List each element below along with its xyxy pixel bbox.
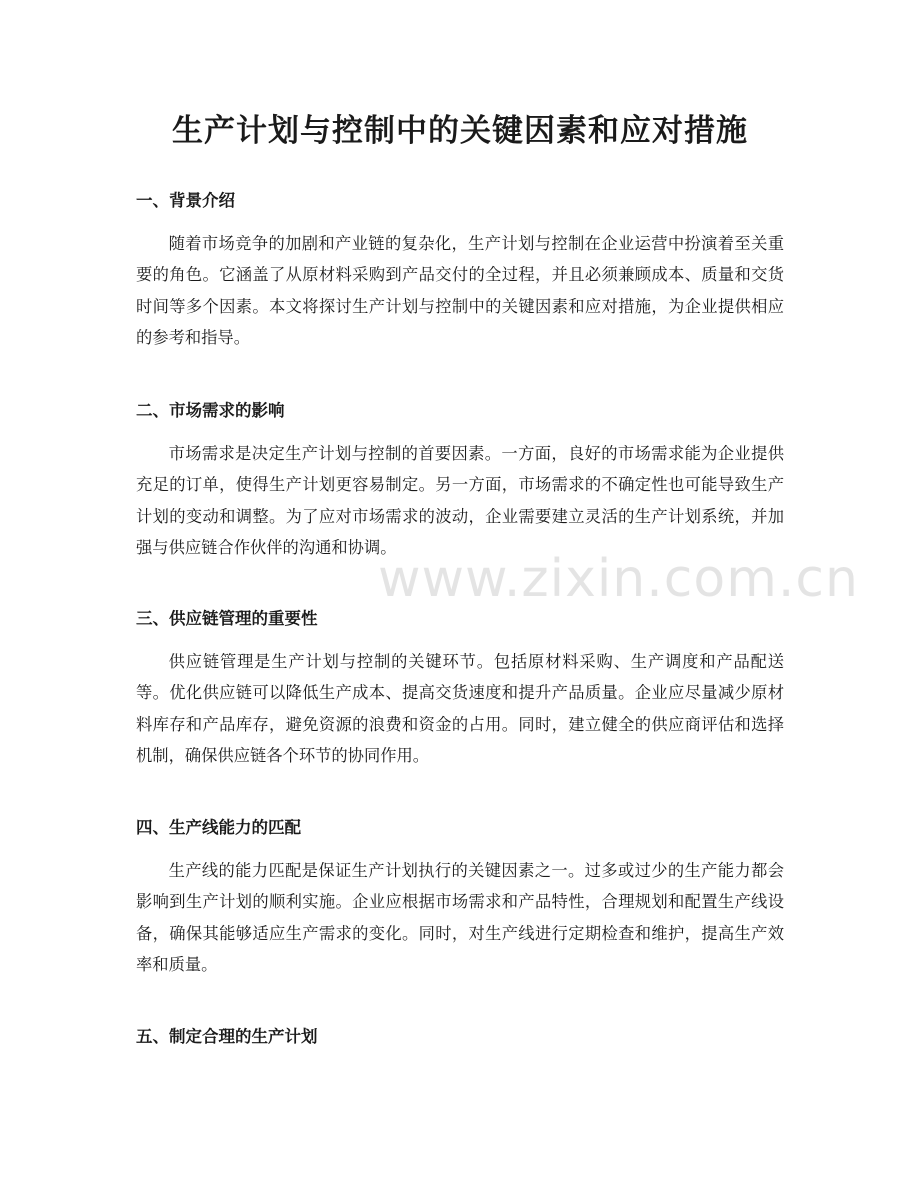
section-heading-supply-chain: 三、供应链管理的重要性 [136, 609, 318, 628]
section-paragraph-supply-chain: 供应链管理是生产计划与控制的关键环节。包括原材料采购、生产调度和产品配送等。优化供应链可以降低生产成本、提高交货速度和提升产品质量。企业应尽量减少原材料库存和产品库存，避免资源的浪费和资金的占用。同时，建立健全的供应商评估和选择机制，确保供应链各个环节的协同作用。 [136, 652, 784, 765]
section-paragraph-market-demand: 市场需求是决定生产计划与控制的首要因素。一方面，良好的市场需求能为企业提供充足的订单，使得生产计划更容易制定。另一方面，市场需求的不确定性也可能导致生产计划的变动和调整。为了应对市场需求的波动，企业需要建立灵活的生产计划系统，并加强与供应链合作伙伴的沟通和协调。 [136, 444, 784, 557]
section-paragraph-background: 随着市场竞争的加剧和产业链的复杂化，生产计划与控制在企业运营中扮演着至关重要的角色。它涵盖了从原材料采购到产品交付的全过程，并且必须兼顾成本、质量和交货时间等多个因素。本文将探讨生产计划与控制中的关键因素和应对措施，为企业提供相应的参考和指导。 [136, 234, 784, 347]
section-paragraph-line-capacity: 生产线的能力匹配是保证生产计划执行的关键因素之一。过多或过少的生产能力都会影响到生产计划的顺利实施。企业应根据市场需求和产品特性，合理规划和配置生产线设备，确保其能够适应生产需求的变化。同时，对生产线进行定期检查和维护，提高生产效率和质量。 [136, 861, 784, 974]
section-heading-market-demand: 二、市场需求的影响 [136, 401, 285, 420]
section-heading-background: 一、背景介绍 [136, 191, 235, 210]
section-heading-line-capacity: 四、生产线能力的匹配 [136, 818, 301, 837]
document-title: 生产计划与控制中的关键因素和应对措施 [172, 113, 748, 149]
watermark: www.zixin.com.cn [378, 549, 859, 609]
section-heading-production-plan: 五、制定合理的生产计划 [136, 1027, 318, 1046]
